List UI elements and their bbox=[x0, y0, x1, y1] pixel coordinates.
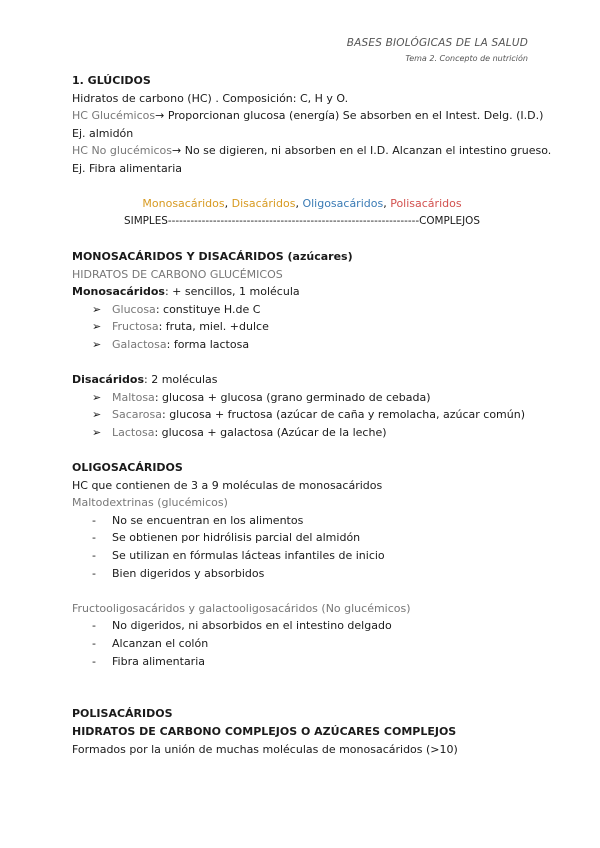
polisacaridos-subheading: HIDRATOS DE CARBONO COMPLEJOS O AZÚCARES COMPLEJOS bbox=[72, 724, 457, 738]
arrow-bullet-icon: ➢ bbox=[92, 337, 102, 351]
fructooligosacaridos-heading: Fructooligosacáridos y galactooligosacáridos (No glucémicos) bbox=[72, 601, 411, 615]
dash-bullet-icon: - bbox=[92, 549, 96, 563]
section-heading-polisacaridos: POLISACÁRIDOS bbox=[72, 707, 173, 721]
list-item bbox=[72, 406, 532, 424]
monosacaridos-line bbox=[72, 283, 532, 301]
section-heading-monodi bbox=[72, 248, 532, 266]
item-text: : glucosa + fructosa (azúcar de caña y remolacha, azúcar común) bbox=[162, 408, 525, 422]
item-text: : forma lactosa bbox=[166, 337, 250, 351]
arrow-icon: → bbox=[172, 144, 182, 158]
item-name: Galactosa bbox=[112, 337, 167, 351]
monosacaridos-text: : + sencillos, 1 molécula bbox=[164, 285, 300, 299]
scale-complejos: COMPLEJOS bbox=[419, 214, 480, 227]
separator: , bbox=[224, 197, 232, 211]
arrow-bullet-icon: ➢ bbox=[92, 390, 102, 404]
label-monosacaridos: Monosacáridos bbox=[142, 197, 225, 211]
monosacaridos-label: Monosacáridos bbox=[72, 285, 165, 299]
hc-no-glucemicos-label: HC No glucémicos bbox=[72, 144, 173, 158]
arrow-bullet-icon: ➢ bbox=[92, 302, 102, 316]
arrow-bullet-icon: ➢ bbox=[92, 408, 102, 422]
label-polisacaridos: Polisacáridos bbox=[390, 197, 462, 211]
item-name: Fructosa bbox=[112, 320, 159, 334]
list-item bbox=[72, 301, 532, 319]
scale-dashes: ------------------------------------------------------------------- bbox=[167, 214, 420, 227]
list-item bbox=[72, 565, 532, 583]
section-heading-glucidos: 1. GLÚCIDOS bbox=[72, 74, 151, 87]
arrow-bullet-icon: ➢ bbox=[92, 320, 102, 334]
hc-glucemicos-text: Proporcionan glucosa (energía) Se absorben en el Intest. Delg. (I.D.) bbox=[164, 109, 544, 123]
example-fibra: Ej. Fibra alimentaria bbox=[72, 161, 183, 175]
label-disacaridos: Disacáridos bbox=[231, 197, 296, 211]
hc-glucemicos-label: HC Glucémicos bbox=[72, 109, 156, 123]
dash-bullet-icon: - bbox=[92, 531, 96, 545]
topic-subtitle: Tema 2. Concepto de nutrición bbox=[405, 54, 528, 63]
separator: , bbox=[383, 197, 391, 211]
dash-bullet-icon: - bbox=[92, 619, 96, 633]
item-name: Maltosa bbox=[112, 390, 155, 404]
list-item bbox=[72, 617, 532, 635]
item-text: : fruta, miel. +dulce bbox=[158, 320, 269, 334]
dash-bullet-icon: - bbox=[92, 637, 96, 650]
monodi-heading-bold: MONOSACÁRIDOS Y DISACÁRIDOS bbox=[72, 249, 284, 263]
polisacaridos-definition: Formados por la unión de muchas moléculas de monosacáridos (>10) bbox=[72, 742, 458, 756]
document-body bbox=[72, 72, 552, 758]
disacaridos-label: Disacáridos bbox=[72, 373, 144, 387]
section-heading-oligosacaridos: OLIGOSACÁRIDOS bbox=[72, 461, 183, 475]
item-text: No digeridos, ni absorbidos en el intestino delgado bbox=[112, 619, 392, 633]
item-name: Sacarosa bbox=[112, 408, 162, 422]
carbohydrate-types-line bbox=[72, 195, 532, 213]
item-name: Lactosa bbox=[112, 425, 155, 439]
separator: , bbox=[295, 197, 303, 211]
item-text: Se utilizan en fórmulas lácteas infantiles de inicio bbox=[112, 549, 385, 563]
arrow-bullet-icon: ➢ bbox=[92, 425, 102, 439]
hc-no-glucemicos-line bbox=[72, 142, 552, 160]
item-text: : constituye H.de C bbox=[155, 302, 261, 316]
scale-simples: SIMPLES bbox=[124, 214, 168, 227]
list-item bbox=[72, 318, 532, 336]
monodi-heading-rest: (azúcares) bbox=[283, 249, 353, 263]
dash-bullet-icon: - bbox=[92, 513, 96, 527]
item-text: : glucosa + glucosa (grano germinado de cebada) bbox=[154, 390, 431, 404]
dash-bullet-icon: - bbox=[92, 654, 96, 668]
item-text: Fibra alimentaria bbox=[112, 654, 206, 668]
monodi-subheading: HIDRATOS DE CARBONO GLUCÉMICOS bbox=[72, 267, 283, 281]
disacaridos-text: : 2 moléculas bbox=[144, 373, 218, 387]
list-item bbox=[72, 512, 532, 530]
disacaridos-line bbox=[72, 371, 532, 389]
glucidos-definition: Hidratos de carbono (HC) . Composición: C, H y O. bbox=[72, 91, 349, 105]
complexity-scale bbox=[72, 213, 532, 231]
list-item bbox=[72, 635, 532, 653]
item-text: No se encuentran en los alimentos bbox=[112, 513, 304, 527]
dash-bullet-icon: - bbox=[92, 566, 96, 580]
list-item bbox=[72, 336, 532, 354]
hc-glucemicos-line bbox=[72, 107, 544, 125]
item-text: : glucosa + galactosa (Azúcar de la leche) bbox=[154, 425, 387, 439]
list-item bbox=[72, 653, 532, 671]
maltodextrinas-heading: Maltodextrinas (glucémicos) bbox=[72, 496, 228, 510]
list-item bbox=[72, 389, 532, 407]
label-oligosacaridos: Oligosacáridos bbox=[302, 197, 384, 211]
hc-no-glucemicos-text: No se digieren, ni absorben en el I.D. Alcanzan el intestino grueso. bbox=[181, 144, 552, 158]
list-item bbox=[72, 424, 532, 442]
arrow-icon: → bbox=[155, 109, 165, 123]
item-text: Bien digeridos y absorbidos bbox=[112, 566, 265, 580]
list-item bbox=[72, 547, 532, 565]
page-header bbox=[347, 37, 528, 63]
example-almidon: Ej. almidón bbox=[72, 126, 134, 140]
item-text: Alcanzan el colón bbox=[112, 637, 209, 650]
list-item bbox=[72, 529, 532, 547]
item-name: Glucosa bbox=[112, 302, 156, 316]
course-title: BASES BIOLÓGICAS DE LA SALUD bbox=[346, 37, 528, 49]
oligo-definition: HC que contienen de 3 a 9 moléculas de monosacáridos bbox=[72, 478, 383, 492]
item-text: Se obtienen por hidrólisis parcial del almidón bbox=[112, 531, 361, 545]
